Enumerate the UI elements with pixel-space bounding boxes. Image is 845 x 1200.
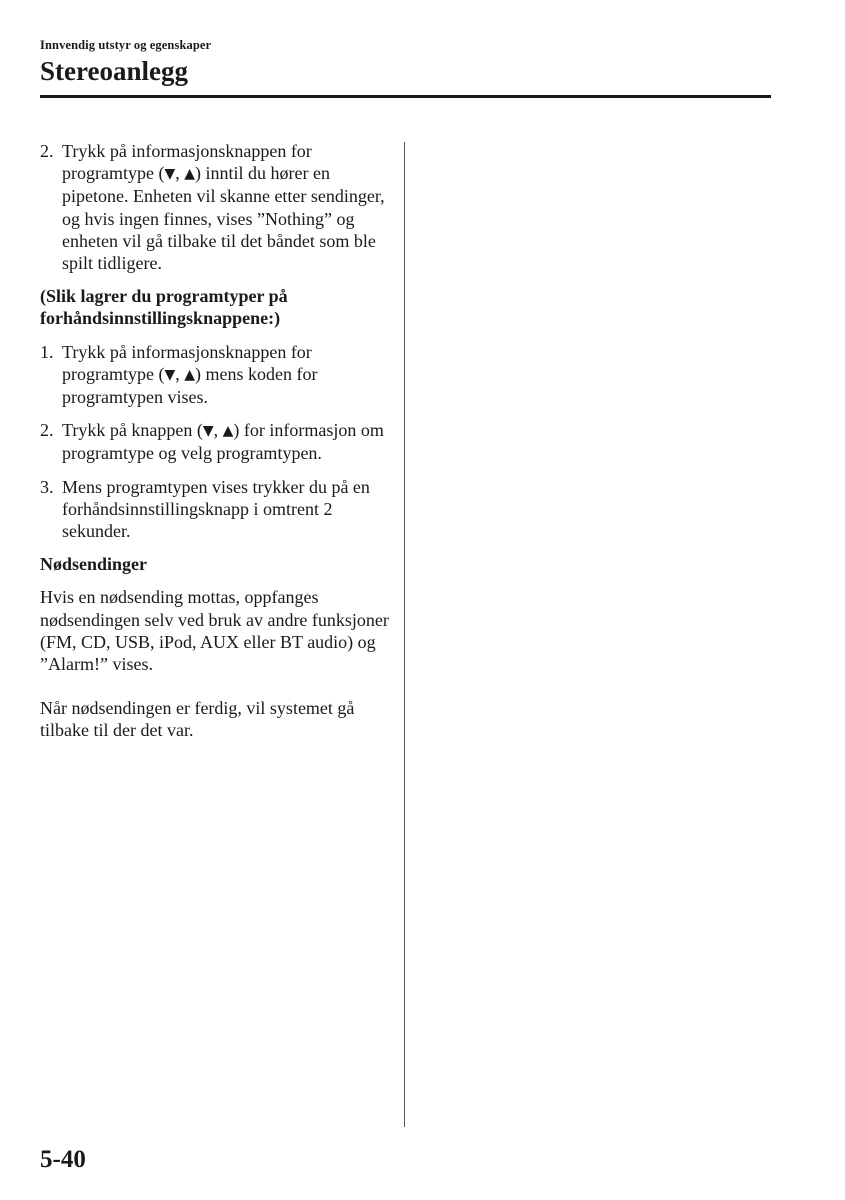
down-triangle-icon: ▼ (164, 366, 176, 383)
step-text-start: Trykk på knappen ( (62, 420, 203, 441)
section-kicker: Innvendig utstyr og egenskaper (40, 38, 212, 52)
store-step-3 (40, 476, 390, 543)
emergency-paragraph-1: Hvis en nødsending mottas, oppfanges nødsendingen selv ved bruk av andre funksjoner (FM, CD, USB, iPod, AUX eller BT audio) og ”Alarm!” vises. (40, 587, 389, 675)
store-step-2 (40, 419, 390, 464)
icon-separator: , (175, 363, 185, 384)
step-text-end: ) inntil du hører en pipetone. Enheten vil skanne etter sendinger, og hvis ingen finnes, vises ”Nothing” og enheten vil gå tilbake til det båndet som ble spilt tidligere. (62, 163, 385, 274)
step-text-start: Trykk på informasjonsknappen for programtype ( (62, 341, 312, 384)
down-triangle-icon: ▼ (164, 166, 176, 183)
page-number: 5-40 (40, 1146, 86, 1173)
scan-step-2 (40, 140, 390, 274)
emergency-paragraph-2: Når nødsendingen er ferdig, vil systemet gå tilbake til der det var. (40, 698, 355, 741)
down-triangle-icon: ▼ (202, 423, 214, 440)
up-triangle-icon: ▲ (184, 166, 196, 183)
step-text-end: ) mens koden for programtypen vises. (62, 363, 318, 408)
store-heading: (Slik lagrer du programtyper på forhåndsinnstillingsknappene:) (40, 286, 288, 329)
step-text: Mens programtypen vises trykker du på en forhåndsinnstillingsknapp i omtrent 2 sekunder. (62, 476, 370, 542)
icon-separator: , (213, 420, 223, 441)
step-number: 2. (40, 420, 54, 441)
step-number: 1. (40, 341, 54, 362)
step-text-end: ) for informasjon om programtype og velg programtypen. (62, 420, 384, 464)
store-step-1 (40, 341, 390, 409)
column-divider (404, 142, 405, 1127)
icon-separator: , (175, 163, 185, 184)
up-triangle-icon: ▲ (184, 366, 196, 383)
step-number: 3. (40, 476, 54, 497)
page-title: Stereoanlegg (40, 56, 188, 86)
title-rule (40, 95, 771, 98)
step-text-start: Trykk på informasjonsknappen for programtype ( (62, 141, 312, 184)
left-column (40, 140, 390, 753)
up-triangle-icon: ▲ (222, 423, 234, 440)
step-number: 2. (40, 141, 54, 161)
emergency-heading: Nødsendinger (40, 554, 148, 575)
